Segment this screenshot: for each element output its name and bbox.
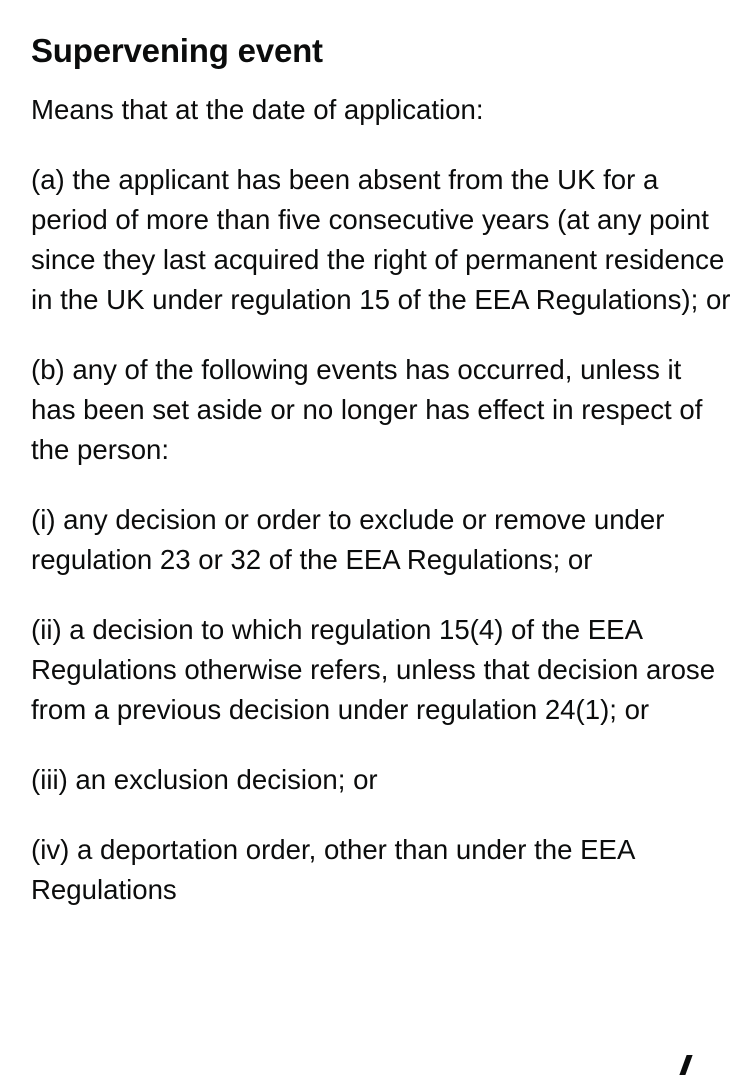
clause-b-ii: (ii) a decision to which regulation 15(4) of the EEA Regulations otherwise refers, unless that decision arose from a previous decision under regulation 24(1); or <box>31 614 716 725</box>
definition-section <box>31 28 731 940</box>
clause-b-iv: (iv) a deportation order, other than under the EEA Regulations <box>31 834 634 905</box>
clause-b-iii: (iii) an exclusion decision; or <box>31 764 378 795</box>
definition-intro: Means that at the date of application: <box>31 94 484 125</box>
definition-heading: Supervening event <box>31 32 323 69</box>
clause-a: (a) the applicant has been absent from the UK for a period of more than five consecutive years (at any point since they last acquired the right of permanent residence in the UK under regulation 15 of the EEA Regulations); or <box>31 164 731 315</box>
clause-b: (b) any of the following events has occurred, unless it has been set aside or no longer has effect in respect of the person: <box>31 354 703 465</box>
partial-glyph-fragment <box>679 1055 692 1075</box>
clause-b-i: (i) any decision or order to exclude or remove under regulation 23 or 32 of the EEA Regulations; or <box>31 504 665 575</box>
